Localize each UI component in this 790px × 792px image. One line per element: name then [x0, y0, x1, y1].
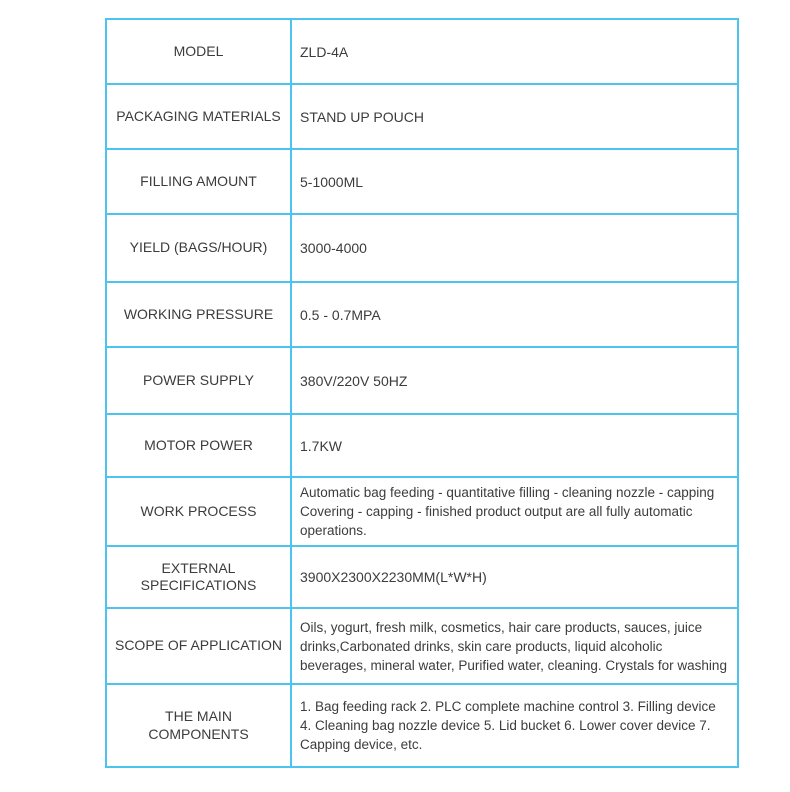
- spec-label-motor-power: MOTOR POWER: [106, 414, 291, 477]
- spec-value-model: ZLD-4A: [291, 19, 738, 84]
- spec-label-working-pressure: WORKING PRESSURE: [106, 282, 291, 347]
- spec-value-work-process: Automatic bag feeding - quantitative filling - cleaning nozzle - capping Covering - capping - finished product output are all fully automatic operations.: [291, 477, 738, 546]
- spec-value-packaging-materials: STAND UP POUCH: [291, 84, 738, 149]
- spec-value-main-components: 1. Bag feeding rack 2. PLC complete machine control 3. Filling device 4. Cleaning bag nozzle device 5. Lid bucket 6. Lower cover device 7. Capping device, etc.: [291, 684, 738, 767]
- table-row: [106, 608, 738, 684]
- spec-value-external-specifications: 3900X2300X2230MM(L*W*H): [291, 546, 738, 608]
- spec-value-power-supply: 380V/220V 50HZ: [291, 347, 738, 414]
- spec-label-main-components: THE MAIN COMPONENTS: [106, 684, 291, 767]
- spec-label-packaging-materials: PACKAGING MATERIALS: [106, 84, 291, 149]
- table-row: [106, 19, 738, 84]
- table-row: [106, 347, 738, 414]
- table-row: [106, 414, 738, 477]
- table-row: [106, 149, 738, 214]
- spec-value-filling-amount: 5-1000ML: [291, 149, 738, 214]
- specification-table: [105, 18, 739, 768]
- table-row: [106, 282, 738, 347]
- spec-label-scope-of-application: SCOPE OF APPLICATION: [106, 608, 291, 684]
- table-row: [106, 684, 738, 767]
- spec-label-external-specifications: EXTERNAL SPECIFICATIONS: [106, 546, 291, 608]
- table-row: [106, 214, 738, 282]
- spec-label-model: MODEL: [106, 19, 291, 84]
- spec-label-power-supply: POWER SUPPLY: [106, 347, 291, 414]
- spec-value-scope-of-application: Oils, yogurt, fresh milk, cosmetics, hair care products, sauces, juice drinks,Carbonated drinks, skin care products, liquid alcoholic beverages, mineral water, Purified water, cleaning. Crystals for washing: [291, 608, 738, 684]
- spec-label-work-process: WORK PROCESS: [106, 477, 291, 546]
- spec-value-working-pressure: 0.5 - 0.7MPA: [291, 282, 738, 347]
- spec-label-yield: YIELD (BAGS/HOUR): [106, 214, 291, 282]
- table-row: [106, 84, 738, 149]
- spec-value-motor-power: 1.7KW: [291, 414, 738, 477]
- table-row: [106, 546, 738, 608]
- spec-value-yield: 3000-4000: [291, 214, 738, 282]
- table-row: [106, 477, 738, 546]
- spec-label-filling-amount: FILLING AMOUNT: [106, 149, 291, 214]
